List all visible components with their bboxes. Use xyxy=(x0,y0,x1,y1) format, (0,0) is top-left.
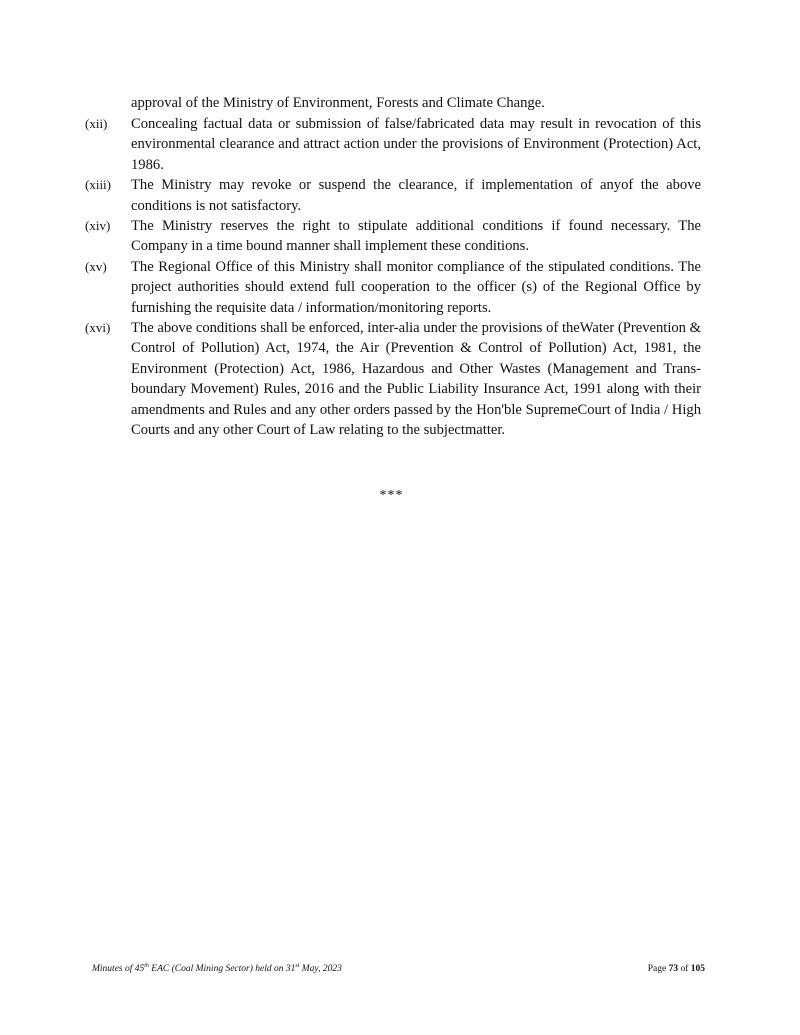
item-text: The Regional Office of this Ministry shall monitor compliance of the stipulated conditions. The project authorities should extend full cooperation to the officer (s) of the Regional Office by furnishing the requisite data / information/monitoring reports. xyxy=(131,258,701,316)
item-text: The Ministry reserves the right to stipulate additional conditions if found necessary. The Company in a time bound manner shall implement these conditions. xyxy=(131,218,701,255)
item-number: (xv) xyxy=(85,258,107,274)
footer-sup-st: st xyxy=(295,962,300,969)
continuation-text: approval of the Ministry of Environment, Forests and Climate Change. xyxy=(131,95,545,111)
conditions-list xyxy=(85,114,701,441)
list-item xyxy=(85,257,701,318)
page-label: Page xyxy=(647,964,669,974)
item-number: (xvi) xyxy=(85,320,111,336)
end-mark: *** xyxy=(379,488,404,503)
page-of: of xyxy=(678,964,691,974)
list-item xyxy=(85,318,701,440)
list-item xyxy=(85,114,701,175)
item-text: Concealing factual data or submission of false/fabricated data may result in revocation of this environmental clearance and attract action under the provisions of Environment (Protection) Act, 1986. xyxy=(131,116,701,173)
item-number: (xii) xyxy=(85,116,108,131)
footer-title-middle: EAC (Coal Mining Sector) held on 31 xyxy=(148,964,296,974)
item-text: The above conditions shall be enforced, inter-alia under the provisions of theWater (Prevention & Control of Pollution) Act, 1974, the Air (Prevention & Control of Pollution) Act, 1981, the Environment (Protection) Act, 1986, Hazardous and Other Wastes (Management and Trans-boundary Movement) Rules, 2016 and the Public Liability Insurance Act, 1991 along with their amendments and Rules and any other orders passed by the Hon'ble SupremeCourt of India / High Courts and any other Court of Law relating to the subjectmatter. xyxy=(131,320,701,439)
item-number: (xiv) xyxy=(85,218,111,234)
list-item xyxy=(85,175,701,216)
item-text: The Ministry may revoke or suspend the clearance, if implementation of anyof the above conditions is not satisfactory. xyxy=(131,177,701,214)
list-item xyxy=(85,216,701,257)
footer-sup-th: th xyxy=(144,962,149,969)
footer-title xyxy=(92,964,342,974)
item-number: (xiii) xyxy=(85,177,111,193)
page-number xyxy=(648,964,705,974)
footer-title-prefix: Minutes of 45 xyxy=(92,964,145,974)
page-current: 73 xyxy=(668,964,679,974)
footer-title-suffix: May, 2023 xyxy=(299,964,342,974)
page-total: 105 xyxy=(690,964,705,974)
